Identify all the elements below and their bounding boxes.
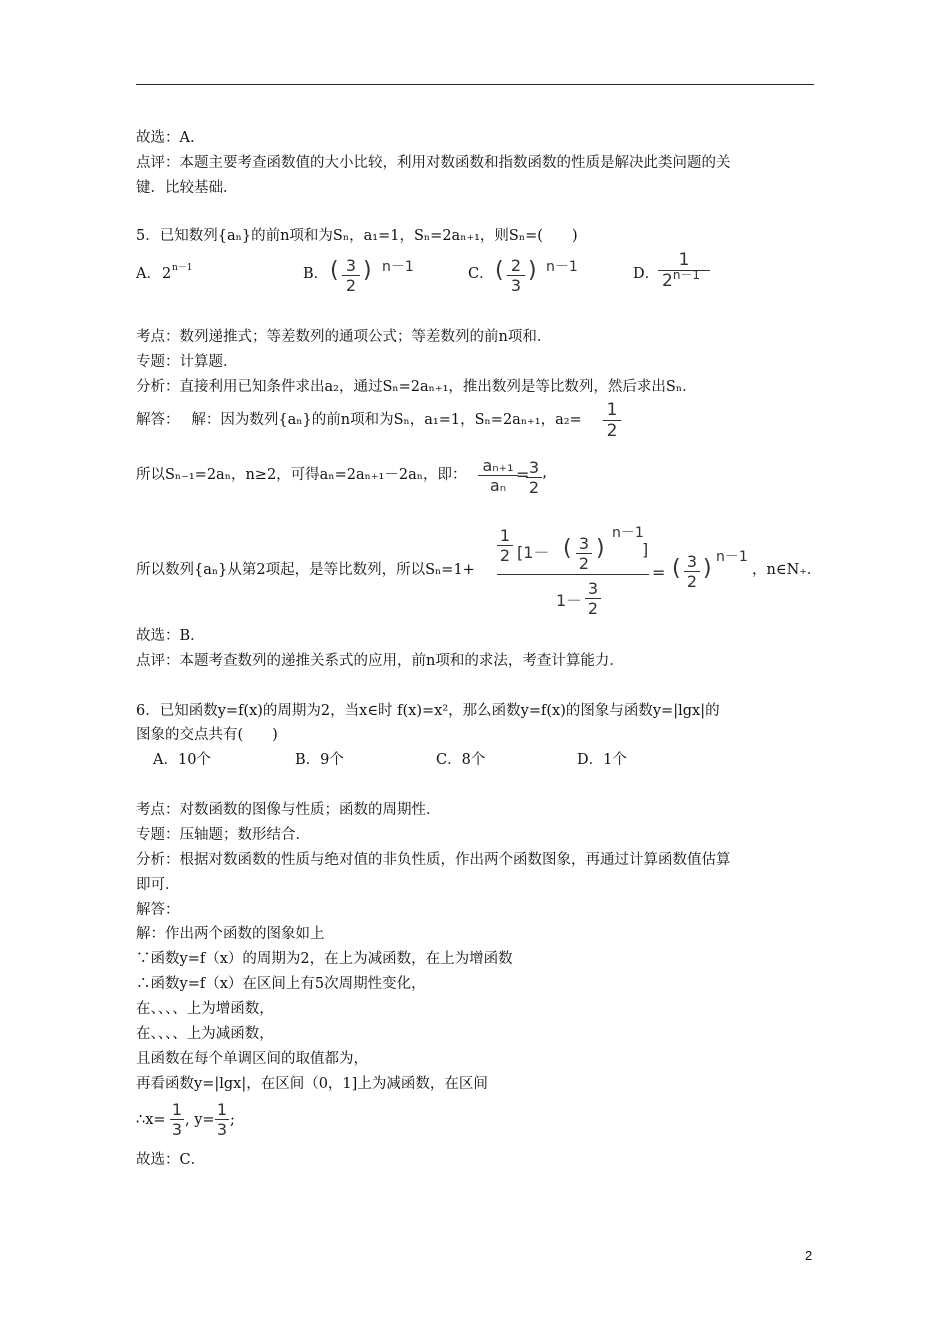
q6-solution-line7: 再看函数y=|lgx|，在区间（0，1]上为减函数，在区间 — [136, 1076, 488, 1092]
q6-solution-line3: ∴函数y=f（x）在区间上有5次周期性变化， — [136, 976, 426, 992]
choose-answer-q4: 故选：A. — [136, 130, 195, 146]
q5-kaodian: 考点：数列递推式；等差数列的通项公式；等差数列的前n项和． — [136, 329, 552, 345]
q5-comment: 点评：本题考查数列的递推关系式的应用，前n项和的求法，考查计算能力． — [136, 653, 624, 669]
q6-option-a: A．10个 — [153, 752, 211, 768]
q6-solution-line4: 在、、、、上为增函数， — [136, 1001, 274, 1017]
q5-ratio-value: 3 2 — [526, 458, 542, 497]
q5-fenxi: 分析：直接利用已知条件求出a₂，通过Sₙ=2aₙ₊₁，推出数列是等比数列，然后求出Sₙ． — [136, 379, 697, 395]
q6-solution-line6: 且函数在每个单调区间的取值都为， — [136, 1051, 368, 1067]
q6-solution-line5: 在、、、、上为减函数， — [136, 1026, 274, 1042]
q6-choose: 故选：C． — [136, 1152, 206, 1168]
q5-result-tail: ，n∈N₊． — [752, 562, 822, 578]
q5-step1: 所以Sₙ₋₁=2aₙ，n≥2，可得aₙ=2aₙ₊₁－2aₙ，即： — [136, 467, 467, 483]
q5-step2: 所以数列{aₙ}从第2项起，是等比数列，所以Sₙ=1+ — [136, 562, 475, 578]
comment-q4-line1: 点评：本题主要考查函数值的大小比较，利用对数函数和指数函数的性质是解决此类问题的关 — [136, 155, 731, 171]
page-number: 2 — [805, 1248, 813, 1263]
q6-kaodian: 考点：对数函数的图像与性质；函数的周期性． — [136, 802, 441, 818]
q6-solution-line1: 解：作出两个函数的图象如上 — [136, 926, 325, 942]
q6-fenxi-line2: 即可． — [136, 877, 180, 893]
q6-option-d: D．1个 — [577, 752, 627, 768]
comment-q4-line2: 键．比较基础． — [136, 180, 238, 196]
q5-jieda: 解答： 解：因为数列{aₙ}的前n项和为Sₙ，a₁=1，Sₙ=2aₙ₊₁，a₂= — [136, 412, 582, 428]
q5-ratio-fraction: aₙ₊₁ aₙ — [478, 456, 518, 495]
q6-stem-line1: 6．已知函数y=f(x)的周期为2，当x∈时 f(x)=x²，那么函数y=f(x)的图象与函数y=|lgx|的 — [136, 703, 720, 719]
q5-a2-fraction: 1 2 — [603, 400, 621, 441]
q6-fenxi-line1: 分析：根据对数函数的性质与绝对值的非负性质，作出两个函数图象，再通过计算函数值估算 — [136, 852, 731, 868]
q6-solution-line2: ∵函数y=f（x）的周期为2，在上为减函数，在上为增函数 — [136, 951, 513, 967]
q5-stem: 5．已知数列{aₙ}的前n项和为Sₙ，a₁=1，Sₙ=2aₙ₊₁，则Sₙ=( ) — [136, 228, 578, 244]
q6-option-b: B．9个 — [295, 752, 344, 768]
q6-jieda: 解答： — [136, 902, 180, 918]
q6-zhuanti: 专题：压轴题；数形结合． — [136, 827, 310, 843]
q6-stem-line2: 图象的交点共有( ) — [136, 727, 278, 743]
q5-sum-fraction-bar — [497, 574, 649, 575]
q6-option-c: C．8个 — [436, 752, 486, 768]
q5-zhuanti: 专题：计算题． — [136, 354, 238, 370]
q5-choose: 故选：B． — [136, 628, 205, 644]
header-rule — [136, 84, 814, 85]
